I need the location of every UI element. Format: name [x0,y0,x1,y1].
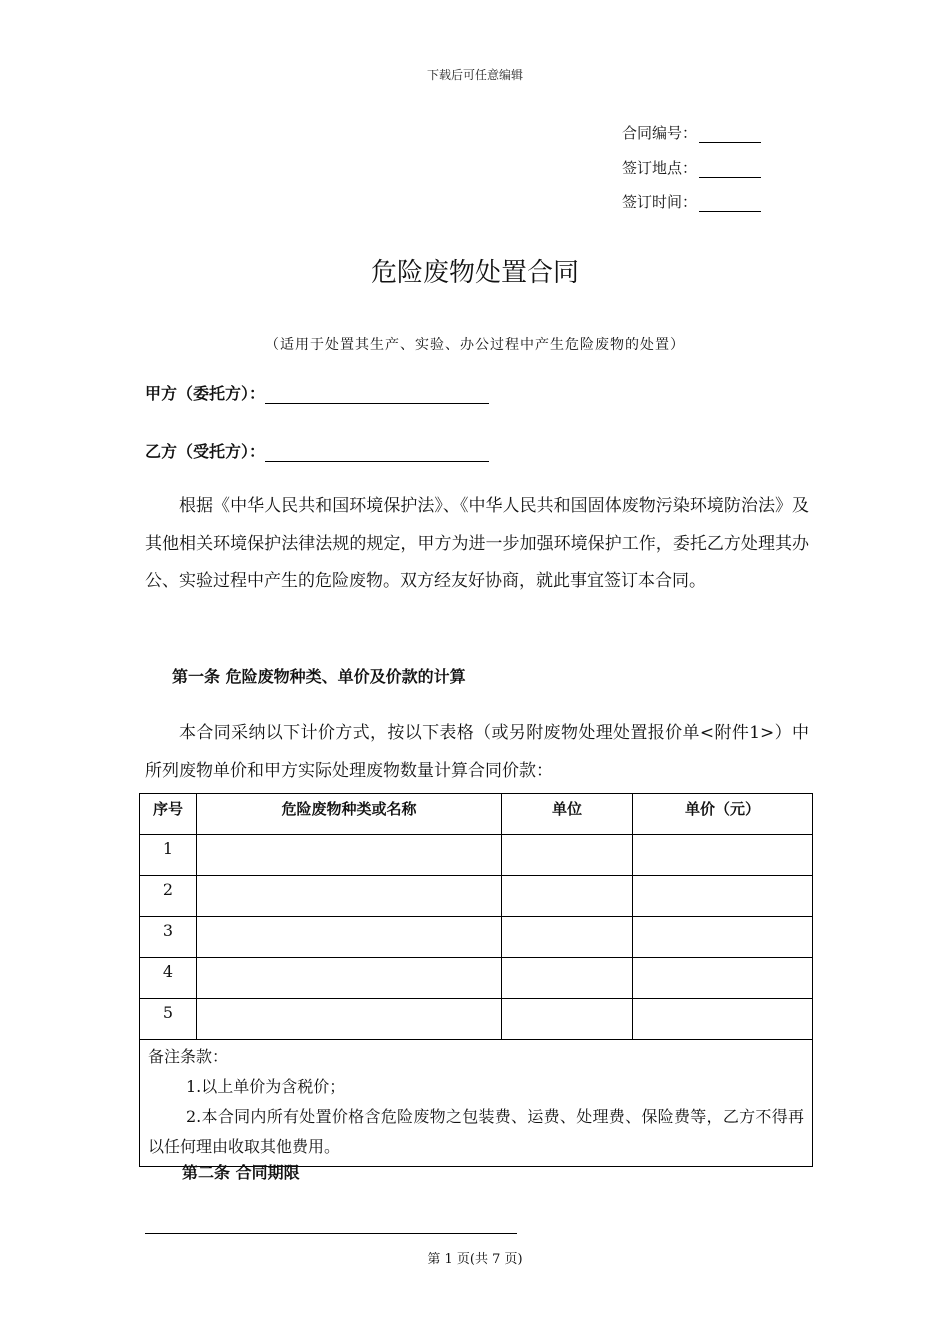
note-1: 1.以上单价为含税价； [186,1077,346,1096]
row-index: 1 [140,835,197,876]
sign-place-field [622,157,761,178]
row-index: 2 [140,876,197,917]
header-note: 下载后可任意编辑 [426,68,523,82]
notes-cell [140,1040,813,1167]
unit-price-cell [633,835,813,876]
contract-number-label: 合同编号： [622,124,698,142]
document-title: 危险废物处置合同 [370,258,579,288]
waste-type-cell [197,835,502,876]
contract-number-field [622,122,761,143]
table-row [140,917,813,958]
unit-cell [502,876,633,917]
article-1-title: 第一条 危险废物种类、单价及价款的计算 [172,667,466,686]
header-waste-type: 危险废物种类或名称 [197,794,502,835]
table-row [140,999,813,1040]
waste-type-cell [197,999,502,1040]
sign-time-blank [699,197,761,212]
party-b-label: 乙方（受托方）： [145,442,266,461]
note-2: 2.本合同内所有处置价格含危险废物之包装费、运费、处理费、保险费等，乙方不得再以任何理由收取其他费用。 [148,1107,804,1156]
party-b-blank [265,447,489,462]
unit-price-cell [633,917,813,958]
sign-place-label: 签订地点： [622,159,698,177]
table-header-row [140,794,813,835]
row-index: 5 [140,999,197,1040]
waste-type-cell [197,917,502,958]
header-index: 序号 [140,794,197,835]
waste-type-cell [197,876,502,917]
party-a-blank [265,389,489,404]
table-row [140,835,813,876]
unit-cell [502,958,633,999]
unit-cell [502,835,633,876]
waste-type-cell [197,958,502,999]
header-unit-price: 单价（元） [633,794,813,835]
table-row [140,958,813,999]
unit-price-cell [633,958,813,999]
article-2-title: 第二条 合同期限 [182,1163,300,1182]
contract-number-blank [699,128,761,143]
price-table [139,793,813,1167]
notes-title: 备注条款： [148,1047,229,1066]
unit-price-cell [633,999,813,1040]
notes-row [140,1040,813,1167]
party-a-label: 甲方（委托方）： [145,384,266,403]
party-b-line [145,439,489,462]
table-row [140,876,813,917]
sign-time-label: 签订时间： [622,193,698,211]
row-index: 3 [140,917,197,958]
header-unit: 单位 [502,794,633,835]
sign-time-field [622,191,761,212]
document-subtitle: （适用于处置其生产、实验、办公过程中产生危险废物的处置） [265,337,685,353]
article-1-paragraph: 本合同采纳以下计价方式，按以下表格（或另附废物处理处置报价单<附件1>）中所列废物单价和甲方实际处理废物数量计算合同价款： [145,723,809,781]
unit-cell [502,999,633,1040]
party-a-line [145,381,489,404]
footer-divider [145,1233,517,1234]
row-index: 4 [140,958,197,999]
page-number: 第 1 页(共 7 页) [427,1252,523,1267]
unit-price-cell [633,876,813,917]
unit-cell [502,917,633,958]
intro-paragraph: 根据《中华人民共和国环境保护法》、《中华人民共和国固体废物污染环境防治法》及其他相关环境保护法律法规的规定，甲方为进一步加强环境保护工作，委托乙方处理其办公、实验过程中产生的危险废物。双方经友好协商，就此事宜签订本合同。 [145,496,809,591]
sign-place-blank [699,163,761,178]
